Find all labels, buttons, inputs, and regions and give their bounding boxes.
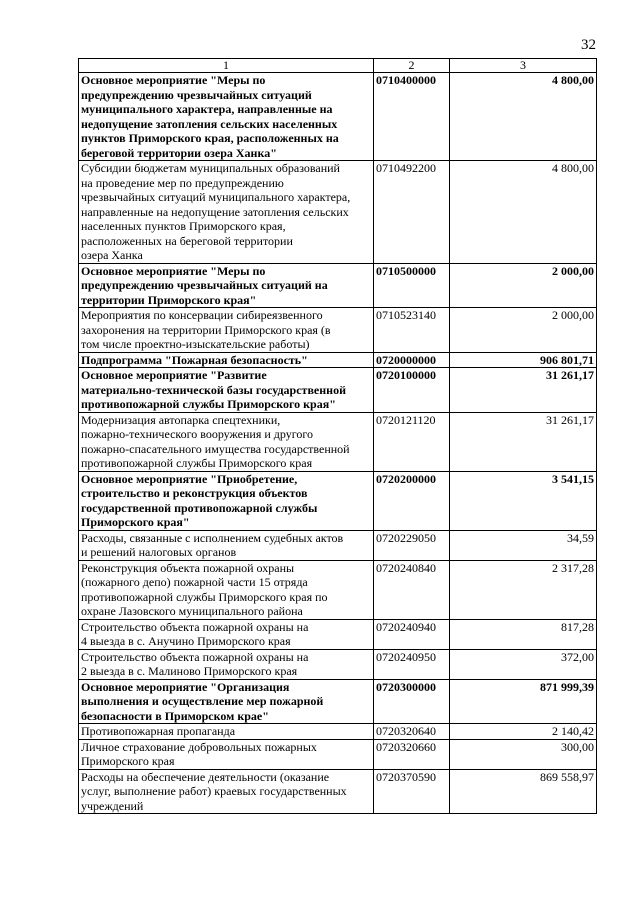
table-row bbox=[79, 619, 597, 649]
row-name-line: предупреждению чрезвычайных ситуаций bbox=[81, 87, 312, 102]
row-name-line: охране Лазовского муниципального района bbox=[81, 604, 303, 618]
header-col-3: 3 bbox=[450, 59, 597, 73]
row-name-line: (пожарного депо) пожарной части 15 отряда bbox=[81, 575, 308, 589]
row-name-line: Противопожарная пропаганда bbox=[81, 724, 236, 738]
row-name-line: том числе проектно-изыскательские работы) bbox=[81, 337, 310, 351]
row-name-line: 2 выезда в с. Малиново Приморского края bbox=[81, 664, 298, 678]
row-code: 0720320640 bbox=[374, 724, 450, 740]
row-name bbox=[79, 649, 374, 679]
row-name-line: Основное мероприятие "Приобретение, bbox=[81, 471, 298, 486]
row-amount: 300,00 bbox=[450, 739, 597, 769]
row-name-line: противопожарной службы Приморского края по bbox=[81, 589, 328, 604]
table-row bbox=[79, 368, 597, 413]
row-name-line: пунктов Приморского края, расположенных на bbox=[81, 131, 339, 145]
row-name-line: пожарно-спасательного имущества государственной bbox=[81, 441, 350, 456]
table-row bbox=[79, 739, 597, 769]
table-row bbox=[79, 471, 597, 530]
row-code: 0720240950 bbox=[374, 649, 450, 679]
table-body bbox=[79, 73, 597, 814]
table-row bbox=[79, 263, 597, 308]
row-name-line: береговой территории озера Ханка" bbox=[81, 145, 277, 160]
header-col-2: 2 bbox=[374, 59, 450, 73]
row-code: 0720100000 bbox=[374, 368, 450, 413]
row-name-line: муниципального характера, направленные на bbox=[81, 102, 333, 116]
row-name bbox=[79, 560, 374, 619]
table-row bbox=[79, 724, 597, 740]
row-code: 0720229050 bbox=[374, 530, 450, 560]
row-code: 0720240840 bbox=[374, 560, 450, 619]
row-name-line: направленные на недопущение затопления сельских bbox=[81, 204, 349, 219]
row-name-line: выполнения и осуществление мер пожарной bbox=[81, 694, 324, 708]
table-row bbox=[79, 161, 597, 264]
row-name bbox=[79, 368, 374, 413]
row-name-line: 4 выезда в с. Анучино Приморского края bbox=[81, 634, 291, 648]
row-name bbox=[79, 412, 374, 471]
row-name-line: захоронения на территории Приморского края (в bbox=[81, 322, 331, 337]
row-code: 0720320660 bbox=[374, 739, 450, 769]
row-amount: 31 261,17 bbox=[450, 368, 597, 413]
row-name-line: Реконструкция объекта пожарной охраны bbox=[81, 560, 295, 575]
row-name bbox=[79, 352, 374, 368]
row-name-line: Основное мероприятие "Меры по bbox=[81, 263, 266, 278]
row-code: 0720240940 bbox=[374, 619, 450, 649]
row-name-line: Расходы на обеспечение деятельности (оказание bbox=[81, 769, 330, 784]
row-name-line: Личное страхование добровольных пожарных bbox=[81, 739, 317, 754]
row-amount: 34,59 bbox=[450, 530, 597, 560]
row-name-line: Приморского края" bbox=[81, 515, 190, 529]
row-name-line: чрезвычайных ситуаций муниципального характера, bbox=[81, 190, 351, 204]
table-row bbox=[79, 73, 597, 161]
row-amount: 4 800,00 bbox=[450, 161, 597, 264]
row-name-line: безопасности в Приморском крае" bbox=[81, 708, 269, 723]
row-name-line: Подпрограмма "Пожарная безопасность" bbox=[81, 352, 308, 367]
row-amount: 31 261,17 bbox=[450, 412, 597, 471]
row-name-line: Модернизация автопарка спецтехники, bbox=[81, 412, 281, 427]
page-number: 32 bbox=[581, 37, 596, 53]
row-name bbox=[79, 769, 374, 814]
row-name-line: Строительство объекта пожарной охраны на bbox=[81, 619, 309, 634]
row-name-line: Строительство объекта пожарной охраны на bbox=[81, 649, 309, 664]
row-amount: 3 541,15 bbox=[450, 471, 597, 530]
row-name-line: противопожарной службы Приморского края bbox=[81, 456, 313, 470]
row-name-line: противопожарной службы Приморского края" bbox=[81, 397, 336, 411]
row-name-line: пожарно-технического вооружения и другого bbox=[81, 427, 313, 441]
row-name-line: Субсидии бюджетам муниципальных образований bbox=[81, 161, 340, 175]
table-row bbox=[79, 769, 597, 814]
budget-table bbox=[78, 58, 597, 814]
row-name bbox=[79, 619, 374, 649]
row-name-line: материально-технической базы государственной bbox=[81, 382, 346, 397]
row-name-line: Расходы, связанные с исполнением судебных актов bbox=[81, 530, 344, 545]
row-name-line: населенных пунктов Приморского края, bbox=[81, 219, 286, 233]
header-col-1: 1 bbox=[79, 59, 374, 73]
row-name-line: озера Ханка bbox=[81, 248, 143, 262]
row-name bbox=[79, 263, 374, 308]
row-amount: 372,00 bbox=[450, 649, 597, 679]
row-code: 0710500000 bbox=[374, 263, 450, 308]
table-row bbox=[79, 679, 597, 724]
table-row bbox=[79, 412, 597, 471]
row-code: 0720200000 bbox=[374, 471, 450, 530]
row-name-line: Основное мероприятие "Развитие bbox=[81, 368, 267, 382]
row-name bbox=[79, 739, 374, 769]
table-row bbox=[79, 352, 597, 368]
row-name-line: на проведение мер по предупреждению bbox=[81, 175, 284, 190]
table-row bbox=[79, 530, 597, 560]
row-code: 0720300000 bbox=[374, 679, 450, 724]
table-row bbox=[79, 560, 597, 619]
row-name-line: услуг, выполнение работ) краевых государственных bbox=[81, 784, 347, 798]
row-name bbox=[79, 530, 374, 560]
row-code: 0710492200 bbox=[374, 161, 450, 264]
row-code: 0710400000 bbox=[374, 73, 450, 161]
table-row bbox=[79, 649, 597, 679]
row-name-line: недопущение затопления сельских населенных bbox=[81, 116, 338, 131]
row-code: 0720000000 bbox=[374, 352, 450, 368]
row-amount: 906 801,71 bbox=[450, 352, 597, 368]
row-name-line: Основное мероприятие "Организация bbox=[81, 679, 290, 694]
row-name-line: предупреждению чрезвычайных ситуаций на bbox=[81, 278, 328, 292]
row-name-line: строительство и реконструкция объектов bbox=[81, 486, 308, 500]
row-amount: 869 558,97 bbox=[450, 769, 597, 814]
row-name-line: расположенных на береговой территории bbox=[81, 233, 293, 248]
table-row bbox=[79, 308, 597, 353]
row-amount: 817,28 bbox=[450, 619, 597, 649]
row-amount: 4 800,00 bbox=[450, 73, 597, 161]
row-name-line: территории Приморского края" bbox=[81, 292, 257, 307]
row-code: 0720121120 bbox=[374, 412, 450, 471]
row-name-line: Мероприятия по консервации сибиреязвенного bbox=[81, 308, 323, 322]
row-name-line: и решений налоговых органов bbox=[81, 545, 237, 559]
row-amount: 871 999,39 bbox=[450, 679, 597, 724]
row-name-line: учреждений bbox=[81, 798, 144, 813]
row-code: 0720370590 bbox=[374, 769, 450, 814]
table-header-row bbox=[79, 59, 597, 73]
row-name bbox=[79, 724, 374, 740]
row-name bbox=[79, 471, 374, 530]
row-name-line: Приморского края bbox=[81, 754, 175, 768]
row-amount: 2 000,00 bbox=[450, 263, 597, 308]
row-name bbox=[79, 308, 374, 353]
row-name-line: Основное мероприятие "Меры по bbox=[81, 73, 266, 87]
row-name bbox=[79, 679, 374, 724]
row-amount: 2 000,00 bbox=[450, 308, 597, 353]
row-name bbox=[79, 73, 374, 161]
row-amount: 2 317,28 bbox=[450, 560, 597, 619]
row-name bbox=[79, 161, 374, 264]
row-name-line: государственной противопожарной службы bbox=[81, 500, 318, 515]
row-amount: 2 140,42 bbox=[450, 724, 597, 740]
row-code: 0710523140 bbox=[374, 308, 450, 353]
